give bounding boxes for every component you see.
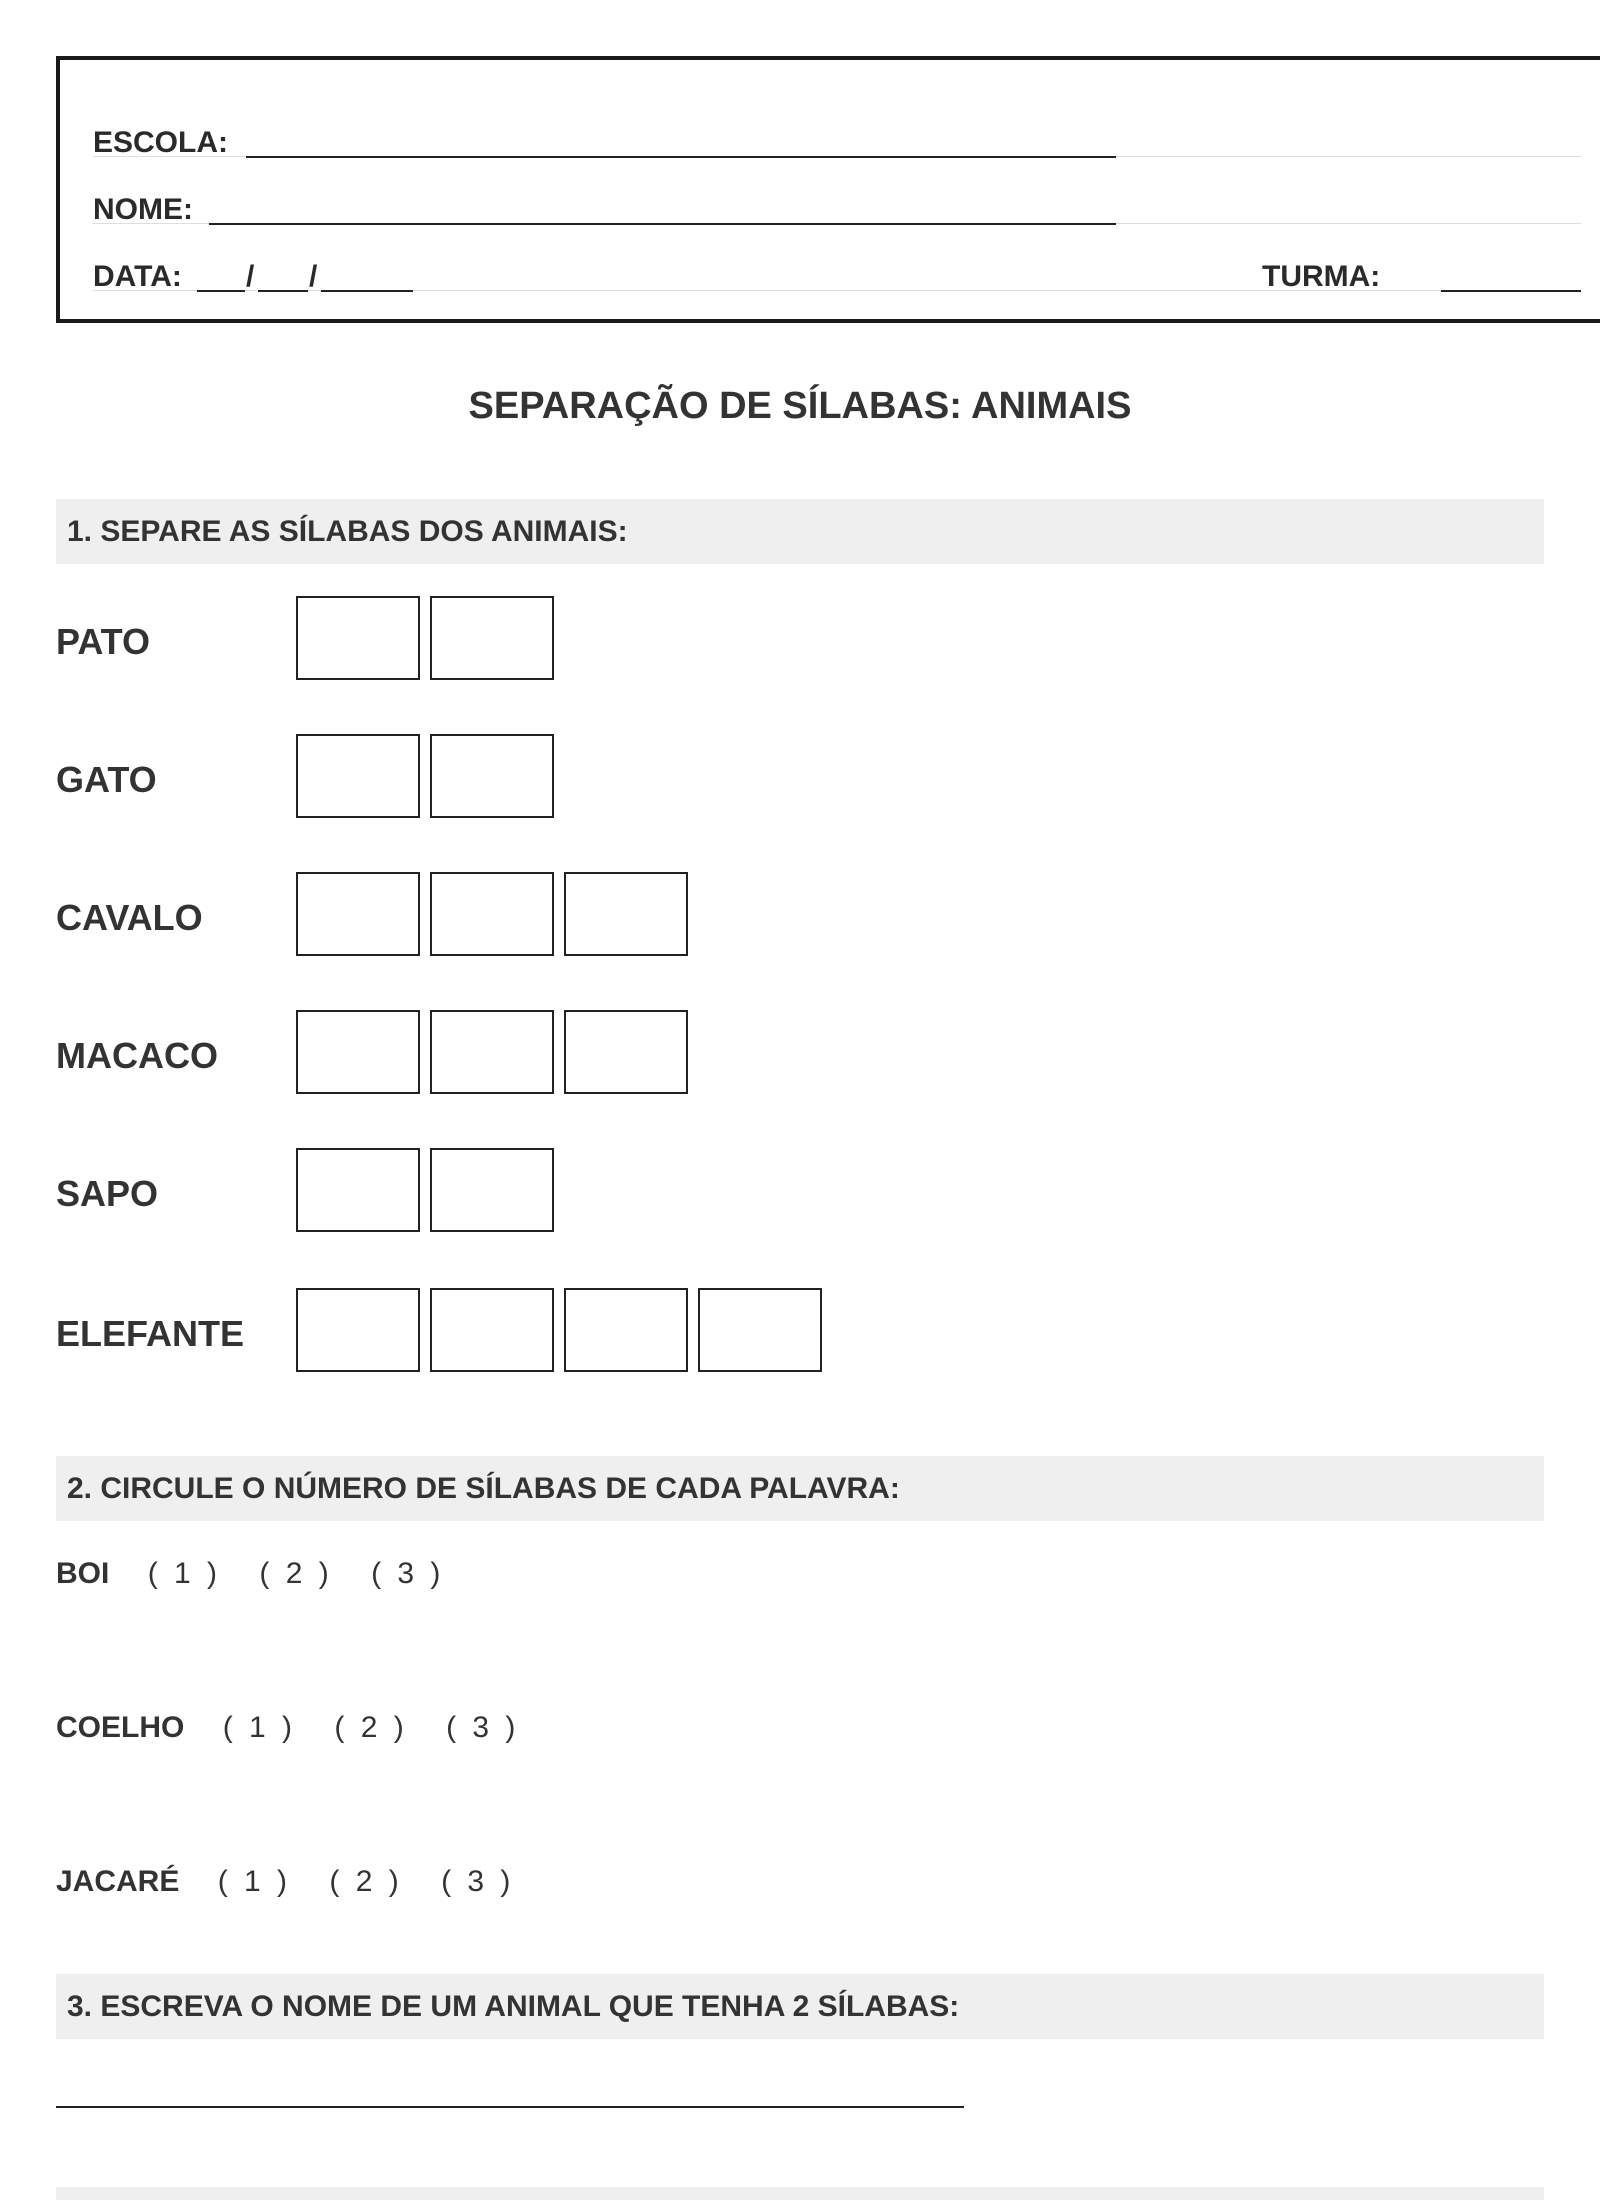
q2-item — [56, 1711, 519, 1745]
q2-word: BOI — [56, 1557, 110, 1590]
syllable-box[interactable] — [296, 596, 420, 680]
syllable-box[interactable] — [430, 872, 554, 956]
year-field[interactable] — [321, 290, 413, 292]
date-separator: / — [246, 260, 255, 293]
nome-label: NOME: — [93, 193, 193, 226]
date-separator: / — [309, 260, 318, 293]
section-4-heading-partial — [56, 2187, 1544, 2200]
syllable-box[interactable] — [296, 872, 420, 956]
q2-item — [56, 1557, 444, 1591]
data-turma-row — [93, 224, 1581, 291]
day-field[interactable] — [197, 290, 245, 292]
word-label: ELEFANTE — [56, 1313, 245, 1354]
option-1[interactable]: ( 1 ) — [147, 1557, 222, 1590]
syllable-box[interactable] — [430, 1288, 554, 1372]
turma-label: TURMA: — [1262, 260, 1381, 293]
syllable-box[interactable] — [430, 596, 554, 680]
syllable-box[interactable] — [430, 1010, 554, 1094]
option-3[interactable]: ( 3 ) — [441, 1865, 515, 1898]
turma-field[interactable] — [1441, 290, 1581, 292]
word-label: PATO — [56, 621, 151, 662]
option-1[interactable]: ( 1 ) — [222, 1711, 297, 1744]
syllable-box[interactable] — [296, 1148, 420, 1232]
syllable-box[interactable] — [430, 1148, 554, 1232]
option-2[interactable]: ( 2 ) — [334, 1711, 408, 1744]
word-label: MACACO — [56, 1035, 218, 1076]
syllable-box[interactable] — [564, 872, 688, 956]
syllable-box[interactable] — [564, 1288, 688, 1372]
option-2[interactable]: ( 2 ) — [329, 1865, 403, 1898]
page-title: SEPARAÇÃO DE SÍLABAS: ANIMAIS — [468, 385, 1132, 427]
word-label: CAVALO — [56, 897, 203, 938]
syllable-box[interactable] — [430, 734, 554, 818]
q2-word: JACARÉ — [56, 1865, 180, 1898]
q2-word: COELHO — [56, 1711, 185, 1744]
month-field[interactable] — [258, 290, 308, 292]
word-label: SAPO — [56, 1173, 159, 1214]
syllable-box[interactable] — [698, 1288, 822, 1372]
escola-row — [93, 90, 1581, 157]
syllable-box[interactable] — [296, 1288, 420, 1372]
section-2-heading: 2. CIRCULE O NÚMERO DE SÍLABAS DE CADA PALAVRA: — [56, 1456, 1544, 1521]
data-label: DATA: — [93, 260, 182, 293]
answer-line[interactable] — [56, 2106, 964, 2108]
escola-label: ESCOLA: — [93, 126, 228, 159]
syllable-box[interactable] — [296, 734, 420, 818]
syllable-box[interactable] — [564, 1010, 688, 1094]
q2-item — [56, 1865, 514, 1899]
syllable-box[interactable] — [296, 1010, 420, 1094]
option-3[interactable]: ( 3 ) — [371, 1557, 445, 1590]
word-label: GATO — [56, 759, 157, 800]
nome-row — [93, 157, 1581, 224]
option-3[interactable]: ( 3 ) — [446, 1711, 520, 1744]
section-1-heading: 1. SEPARE AS SÍLABAS DOS ANIMAIS: — [56, 499, 1544, 564]
student-info-box — [56, 56, 1600, 323]
option-2[interactable]: ( 2 ) — [259, 1557, 333, 1590]
section-3-heading: 3. ESCREVA O NOME DE UM ANIMAL QUE TENHA 2 SÍLABAS: — [56, 1974, 1544, 2039]
option-1[interactable]: ( 1 ) — [217, 1865, 292, 1898]
